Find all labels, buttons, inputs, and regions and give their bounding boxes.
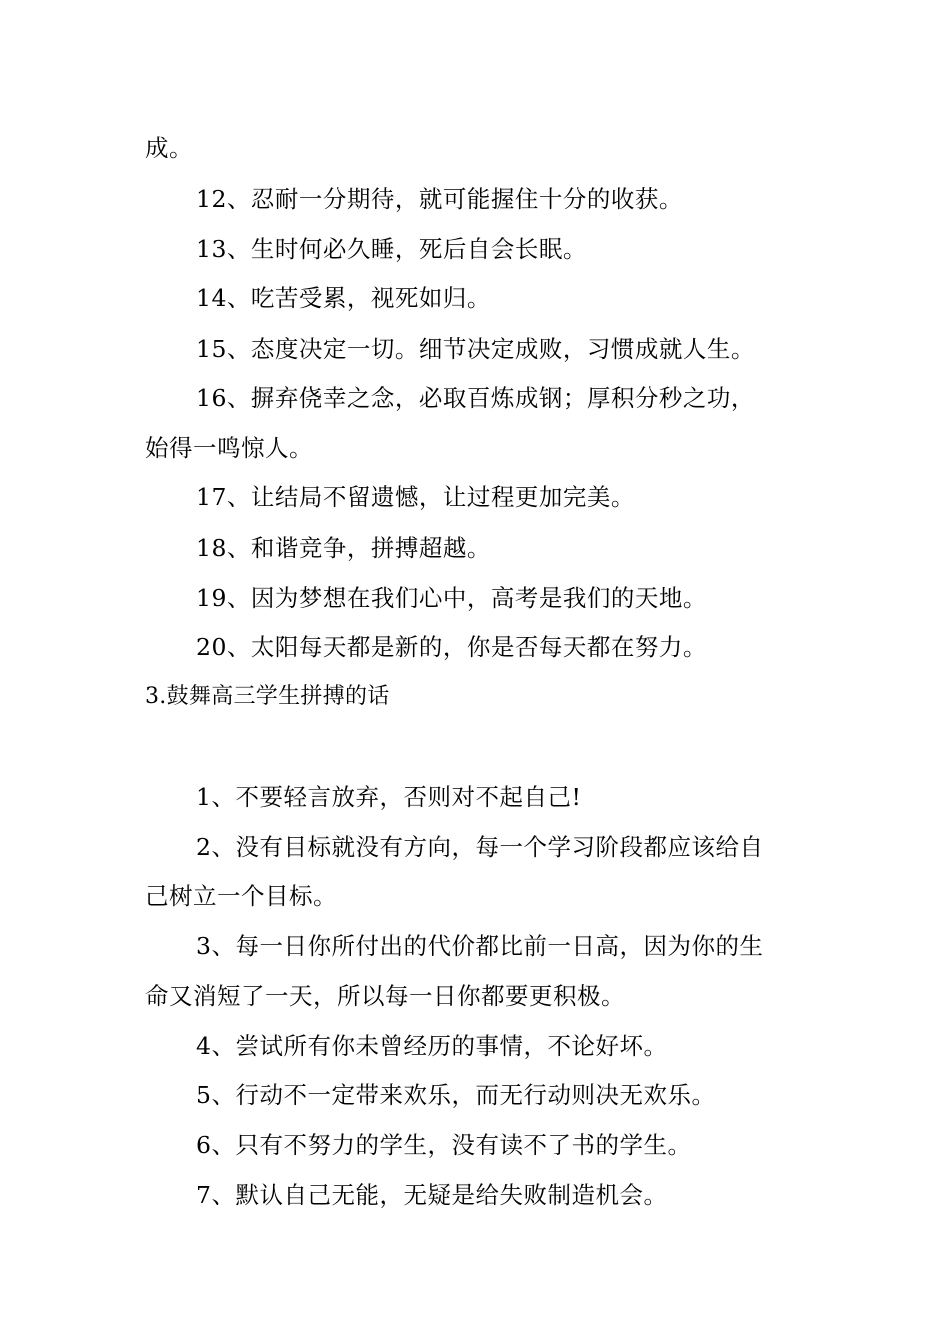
list-item-18: 18、和谐竞争，拼搏超越。 xyxy=(196,534,491,562)
text-line-continuation: 成。 xyxy=(145,134,193,162)
list-item-7: 7、默认自己无能，无疑是给失败制造机会。 xyxy=(196,1181,668,1209)
list-item-14: 14、吃苦受累，视死如归。 xyxy=(196,284,491,312)
list-item-3: 3、每一日你所付出的代价都比前一日高，因为你的生 xyxy=(196,932,764,960)
list-item-2: 2、没有目标就没有方向，每一个学习阶段都应该给自 xyxy=(196,833,764,861)
list-item-20: 20、太阳每天都是新的，你是否每天都在努力。 xyxy=(196,633,707,661)
list-item-3-continuation: 命又消短了一天，所以每一日你都要更积极。 xyxy=(145,982,625,1010)
list-item-13: 13、生时何必久睡，死后自会长眠。 xyxy=(196,235,587,263)
list-item-4: 4、尝试所有你未曾经历的事情，不论好坏。 xyxy=(196,1032,668,1060)
list-item-19: 19、因为梦想在我们心中，高考是我们的天地。 xyxy=(196,584,707,612)
list-item-2-continuation: 己树立一个目标。 xyxy=(145,882,337,910)
list-item-15: 15、态度决定一切。细节决定成败，习惯成就人生。 xyxy=(196,335,755,363)
list-item-5: 5、行动不一定带来欢乐，而无行动则决无欢乐。 xyxy=(196,1081,716,1109)
list-item-1: 1、不要轻言放弃，否则对不起自己! xyxy=(196,783,582,811)
list-item-6: 6、只有不努力的学生，没有读不了书的学生。 xyxy=(196,1131,692,1159)
section-heading: 3.鼓舞高三学生拼搏的话 xyxy=(145,684,390,709)
list-item-12: 12、忍耐一分期待，就可能握住十分的收获。 xyxy=(196,185,683,213)
list-item-16-continuation: 始得一鸣惊人。 xyxy=(145,434,313,462)
list-item-17: 17、让结局不留遗憾，让过程更加完美。 xyxy=(196,483,635,511)
list-item-16: 16、摒弃侥幸之念，必取百炼成钢；厚积分秒之功， xyxy=(196,384,755,412)
